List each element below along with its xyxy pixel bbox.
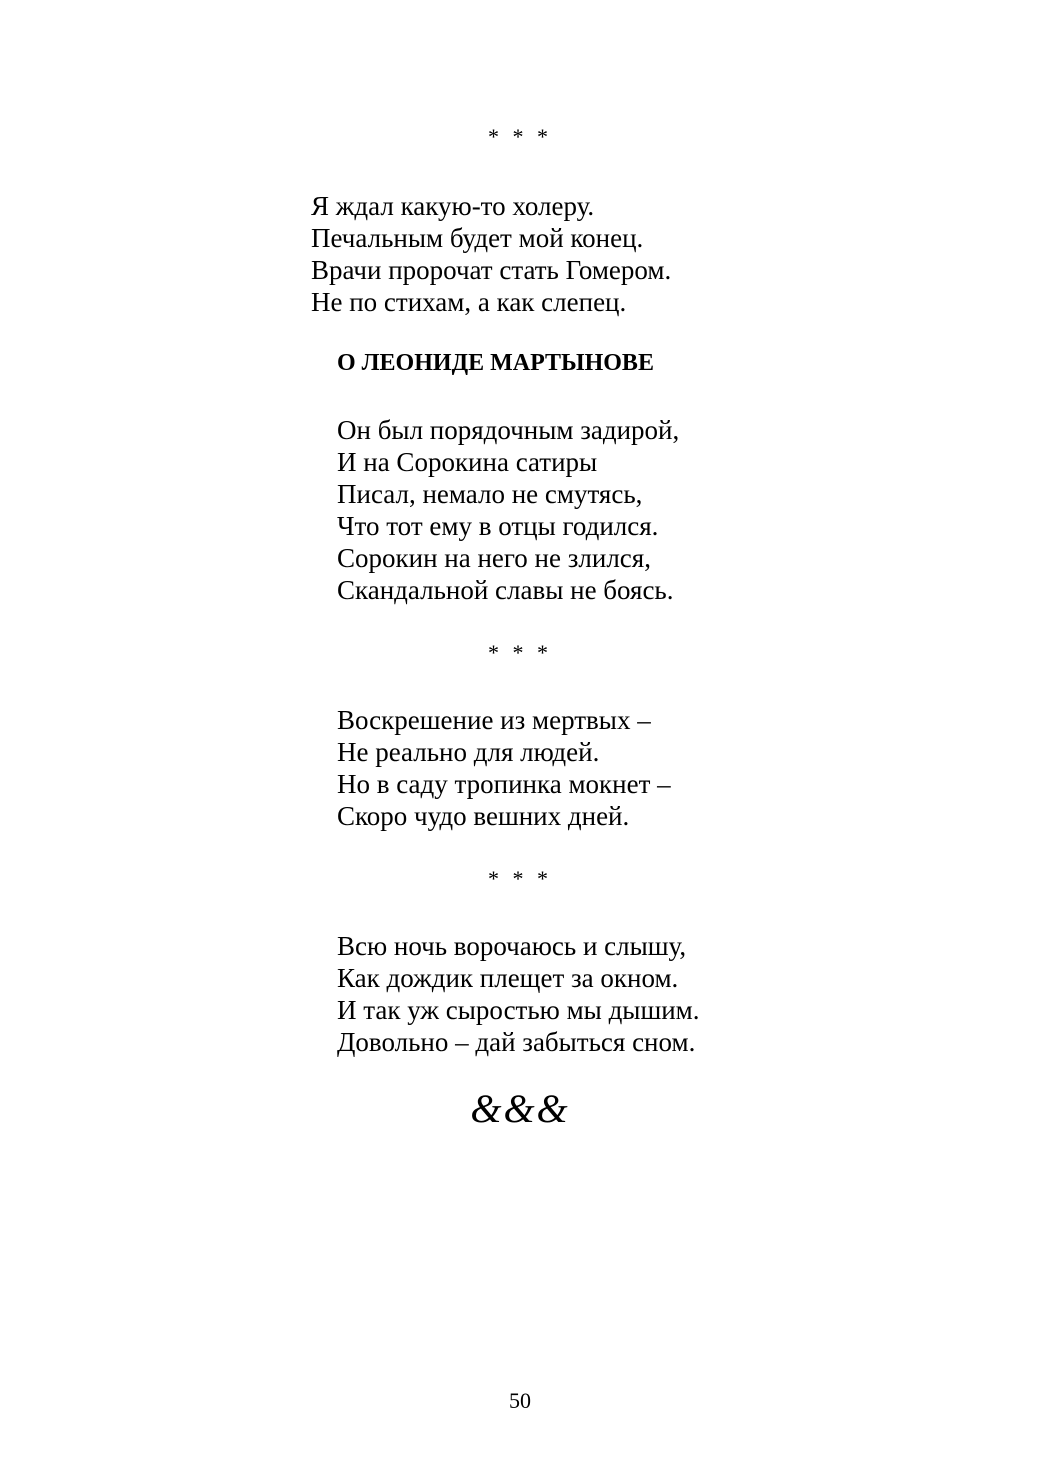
poem-stanza xyxy=(311,190,671,318)
poem-line: Я ждал какую-то холеру. xyxy=(311,191,595,221)
page-number: 50 xyxy=(509,1388,531,1413)
poem-line: Что тот ему в отцы годился. xyxy=(337,511,659,541)
poem-line: Как дождик плещет за окном. xyxy=(337,963,679,993)
poem-line: Довольно – дай забыться сном. xyxy=(337,1027,696,1057)
poem-line: Не реально для людей. xyxy=(337,737,600,767)
section-separator: * * * xyxy=(488,866,552,891)
section-separator: * * * xyxy=(488,640,552,665)
poem-line: Воскрешение из мертвых – xyxy=(337,705,651,735)
poem-line: Но в саду тропинка мокнет – xyxy=(337,769,671,799)
poem-line: Сорокин на него не злился, xyxy=(337,543,651,573)
poem-line: Скандальной славы не боясь. xyxy=(337,575,674,605)
poem-line: И на Сорокина сатиры xyxy=(337,447,598,477)
poem-stanza xyxy=(337,930,700,1058)
poem-title: О ЛЕОНИДЕ МАРТЫНОВЕ xyxy=(337,350,654,376)
section-separator: * * * xyxy=(488,124,552,149)
poem-line: Не по стихам, а как слепец. xyxy=(311,287,627,317)
end-ornament: &&& xyxy=(470,1086,570,1131)
poem-line: Скоро чудо вешних дней. xyxy=(337,801,630,831)
poem-line: Печальным будет мой конец. xyxy=(311,223,644,253)
poem-line: Он был порядочным задирой, xyxy=(337,415,680,445)
poem-stanza xyxy=(337,704,671,832)
poem-stanza xyxy=(337,414,679,606)
poem-line: И так уж сыростью мы дышим. xyxy=(337,995,700,1025)
poem-line: Всю ночь ворочаюсь и слышу, xyxy=(337,931,687,961)
poem-line: Врачи пророчат стать Гомером. xyxy=(311,255,672,285)
poem-line: Писал, немало не смутясь, xyxy=(337,479,643,509)
